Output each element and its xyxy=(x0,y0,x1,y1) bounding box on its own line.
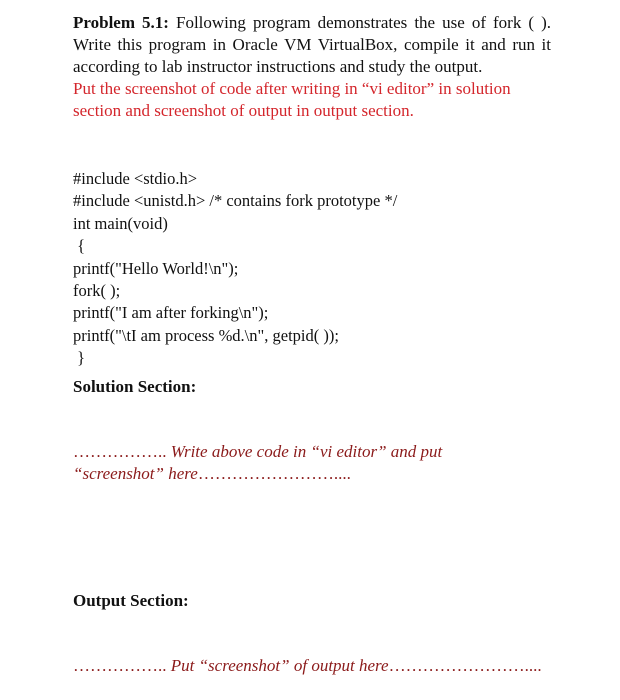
code-line: printf("Hello World!\n"); xyxy=(73,258,239,278)
solution-instruction xyxy=(73,441,442,485)
problem-instruction: Put the screenshot of code after writing in “vi editor” in solution section and screenshot of output in output section. xyxy=(73,79,511,120)
problem-statement xyxy=(73,12,551,122)
code-block xyxy=(73,168,397,370)
code-line: #include <stdio.h> xyxy=(73,169,198,188)
solution-line-2: “screenshot” here xyxy=(73,464,198,483)
solution-line-1: Write above code in “vi editor” and put xyxy=(170,442,443,461)
code-line: printf("I am after forking\n"); xyxy=(73,303,269,323)
problem-text: Following program demonstrates the use of fork ( ). Write this program in Oracle VM VirtualBox, compile it and run it according to lab instructor instructions and study the output. xyxy=(73,13,551,76)
output-instruction xyxy=(73,655,542,677)
code-line: } xyxy=(73,348,86,368)
output-text: Put “screenshot” of output here xyxy=(170,656,389,675)
code-line: printf("\tI am process %d.\n", getpid( )); xyxy=(73,325,339,345)
output-lead-dots: …………….. xyxy=(73,656,171,675)
solution-trail-dots: …………………….... xyxy=(197,464,351,483)
solution-lead-dots: …………….. xyxy=(73,442,171,461)
code-line: #include <unistd.h> /* contains fork prototype */ xyxy=(73,191,398,211)
output-trail-dots: …………………….... xyxy=(388,656,542,675)
solution-section-title: Solution Section: xyxy=(73,377,197,396)
code-line: fork( ); xyxy=(73,281,121,301)
code-line: int main(void) xyxy=(73,213,168,233)
output-section-title: Output Section: xyxy=(73,591,189,610)
code-line: { xyxy=(73,236,86,256)
problem-label: Problem 5.1: xyxy=(73,13,169,32)
